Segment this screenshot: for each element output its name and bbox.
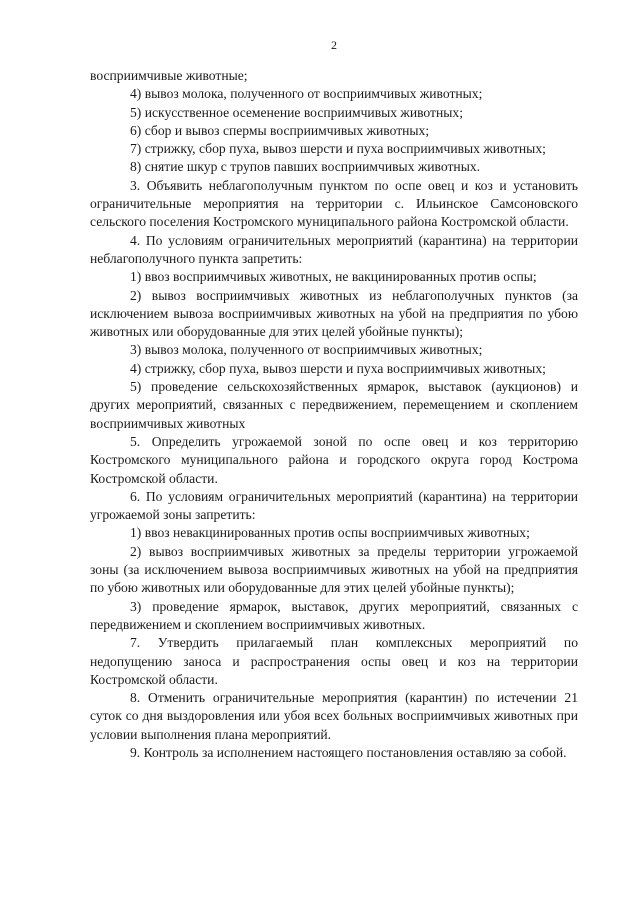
paragraph: 8. Отменить ограничительные мероприятия (карантин) по истечении 21 суток со дня выздоровления или убоя всех больных восприимчивых животных при условии выполнения плана мероприятий. xyxy=(90,690,578,742)
paragraph: восприимчивые животные; xyxy=(90,68,248,83)
paragraph: 1) ввоз невакцинированных против оспы восприимчивых животных; xyxy=(130,525,530,541)
paragraph: 2) вывоз восприимчивых животных за пределы территории угрожаемой зоны (за исключением вывоза восприимчивых животных на убой на предприятия по убою животных или оборудованные для этих целей убойные пункты); xyxy=(90,543,578,596)
paragraph: 3. Объявить неблагополучным пунктом по оспе овец и коз и установить ограничительные мероприятия на территории с. Ильинское Самсоновского сельского поселения Костромского муниципального района Костромской области. xyxy=(90,177,578,230)
paragraph: 6) сбор и вывоз спермы восприимчивых животных; xyxy=(130,122,430,138)
paragraph: 9. Контроль за исполнением настоящего постановления оставляю за собой. xyxy=(130,744,567,760)
paragraph: 4) стрижку, сбор пуха, вывоз шерсти и пуха восприимчивых животных; xyxy=(130,360,546,376)
paragraph: 1) ввоз восприимчивых животных, не вакцинированных против оспы; xyxy=(130,269,537,285)
paragraph: 4. По условиям ограничительных мероприятий (карантина) на территории неблагополучного пункта запретить: xyxy=(90,232,578,266)
page-number: 2 xyxy=(331,38,337,52)
paragraph: 5. Определить угрожаемой зоной по оспе овец и коз территорию Костромского муниципального района и городского округа город Кострома Костромской области. xyxy=(90,433,578,486)
paragraph: 7) стрижку, сбор пуха, вывоз шерсти и пуха восприимчивых животных; xyxy=(130,141,546,157)
paragraph: 5) искусственное осеменение восприимчивых животных; xyxy=(130,104,463,120)
document-body xyxy=(90,67,578,762)
paragraph: 5) проведение сельскохозяйственных ярмарок, выставок (аукционов) и других мероприятий, связанных с передвижением, перемещением и скоплением восприимчивых животных xyxy=(90,379,578,431)
paragraph: 6. По условиям ограничительных мероприятий (карантина) на территории угрожаемой зоны запретить: xyxy=(90,488,578,523)
paragraph: 4) вывоз молока, полученного от восприимчивых животных; xyxy=(130,86,483,102)
paragraph: 2) вывоз восприимчивых животных из неблагополучных пунктов (за исключением вывоза восприимчивых животных на убой на предприятия по убою животных или оборудованные для этих целей убойные пункты); xyxy=(90,287,578,340)
paragraph: 3) вывоз молока, полученного от восприимчивых животных; xyxy=(130,342,483,358)
paragraph: 7. Утвердить прилагаемый план комплексных мероприятий по недопущению заноса и распространения оспы овец и коз на территории Костромской области. xyxy=(90,635,578,687)
paragraph: 8) снятие шкур с трупов павших восприимчивых животных. xyxy=(130,159,481,175)
paragraph: 3) проведение ярмарок, выставок, других мероприятий, связанных с передвижением и скоплением восприимчивых животных. xyxy=(90,598,578,632)
